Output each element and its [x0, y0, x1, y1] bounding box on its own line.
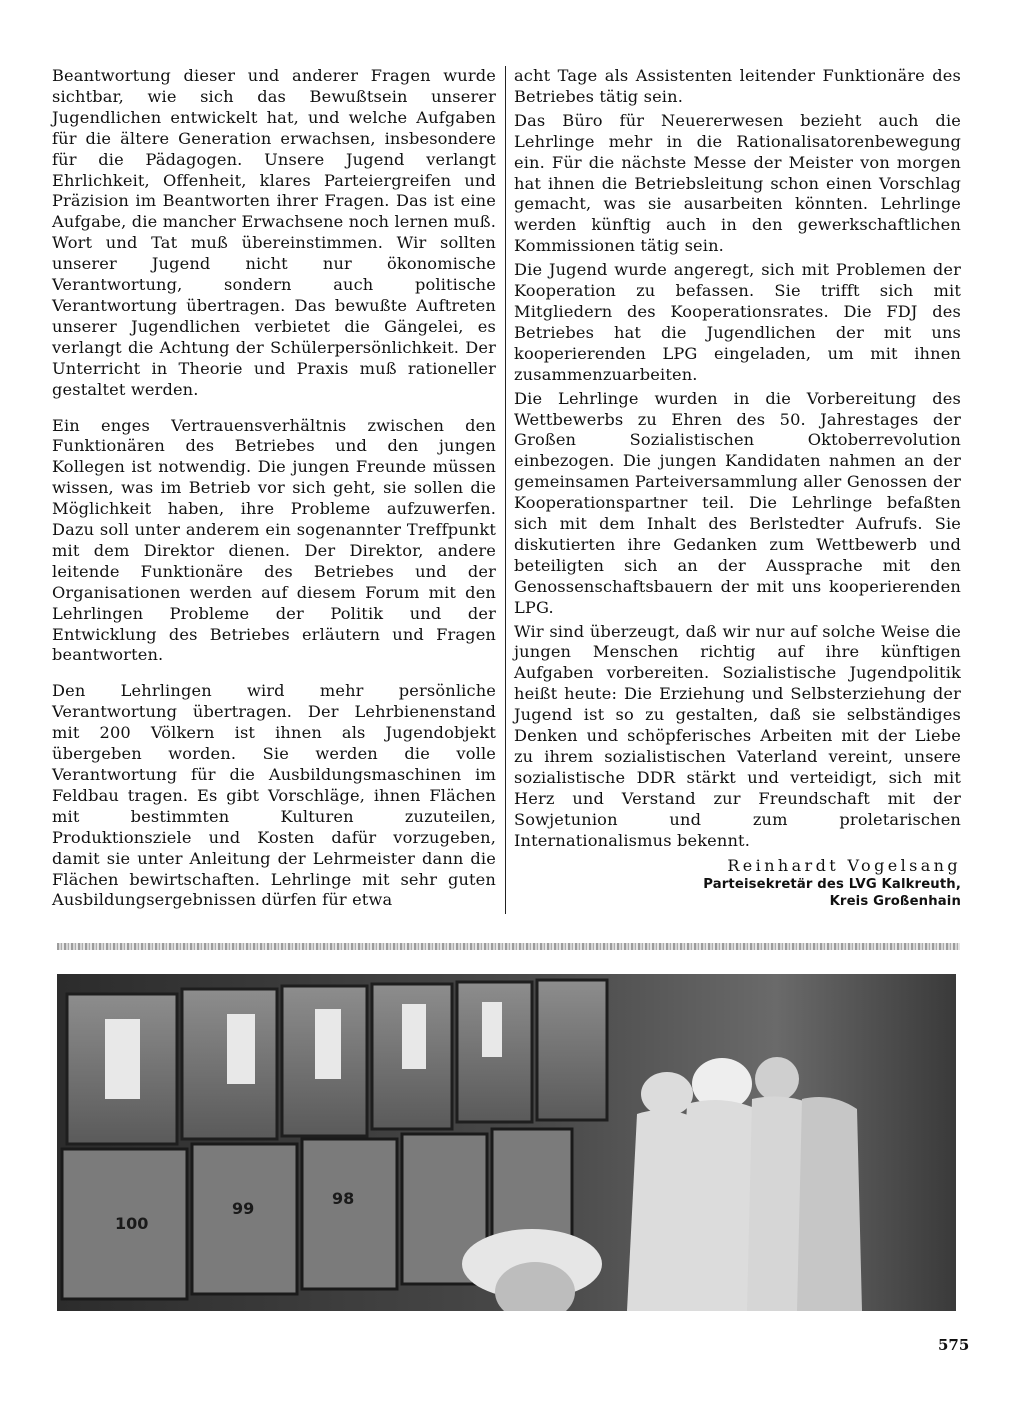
paragraph: Die Lehrlinge wurden in die Vorbereitung des Wettbewerbs zu Ehren des 50. Jahrestages der Großen Sozialistischen Oktoberrevolution einbezogen. Die jungen Kandidaten nahmen an der gemeinsamen Parteiversammlung aller Genossen der Kooperationspartner teil. Die Lehrlinge befaßten sich mit dem Inhalt des Berlstedter Aufrufs. Sie diskutierten ihre Gedanken zum Wettbewerb und beteiligten sich an der Aussprache mit den Genossenschaftsbauern der mit uns kooperierenden LPG. [514, 388, 961, 617]
paragraph: Beantwortung dieser und anderer Fragen wurde sichtbar, wie sich das Bewußtsein unserer Jugendlichen entwickelt hat, und welche Aufgaben für die ältere Generation erwachsen, insbesondere für die Pädagogen. Unsere Jugend verlangt Ehrlichkeit, Offenheit, klares Parteiergreifen und Präzision im Beantworten ihrer Fragen. Das ist eine Aufgabe, die mancher Erwachsene noch lernen muß. Wort und Tat muß übereinstimmen. Wir sollten unserer Jugend nicht nur ökonomische Verantwortung, sondern auch politische Verantwortung übertragen. Das bewußte Auftreten unserer Jugendlichen verbietet die Gängelei, es verlangt die Achtung der Schülerpersönlichkeit. Der Unterricht in Theorie und Praxis muß rationeller gestaltet werden. [52, 66, 496, 399]
decorative-rule [57, 943, 960, 950]
paragraph: Wir sind überzeugt, daß wir nur auf solche Weise die jungen Menschen richtig auf ihre künftigen Aufgaben vorbereiten. Sozialistische Jugendpolitik heißt heute: Die Erziehung und Selbsterziehung der Jugend ist so zu gestalten, daß sie selbständiges Denken und schöpferisches Arbeiten mit der Liebe zu ihrem sozialistischen Vaterland vereint, unsere sozialistische DDR stärkt und verteidigt, sich mit Herz und Verstand zur Freundschaft mit der Sowjetunion und zum proletarischen Internationalismus bekennt. [514, 621, 961, 850]
left-column [52, 66, 496, 911]
hive-number: 100 [115, 1214, 149, 1233]
author-role: Parteisekretär des LVG Kalkreuth, [703, 877, 961, 893]
paragraph: Die Jugend wurde angeregt, sich mit Problemen der Kooperation zu befassen. Sie trifft sich mit Mitgliedern des Kooperationsrates. Die FDJ des Betriebes hat die Jugendlichen der mit uns kooperierenden LPG eingeladen, um mit ihnen zusammenzuarbeiten. [514, 260, 961, 384]
author-name: Reinhardt Vogelsang [727, 855, 961, 875]
paragraph: Den Lehrlingen wird mehr persönliche Verantwortung übertragen. Der Lehrbienenstand mit 200 Völkern ist ihnen als Jugendobjekt übergeben worden. Sie werden die volle Verantwortung für die Ausbildungsmaschinen im Feldbau tragen. Es gibt Vorschläge, ihnen Flächen mit bestimmten Kulturen zuzuteilen, Produktionsziele und Kosten dafür vorzugeben, damit sie unter Anleitung der Lehrmeister dann die Flächen bewirtschaften. Lehrlinge mit sehr guten Ausbildungsergebnissen dürfen für etwa [52, 681, 496, 910]
hive-number: 99 [232, 1199, 255, 1218]
paragraph: Ein enges Vertrauensverhältnis zwischen den Funktionären des Betriebes und den jungen Kollegen ist notwendig. Die jungen Freunde müssen wissen, was im Betrieb vor sich geht, sie sollen die Möglichkeit haben, ihre Probleme aufzuwerfen. Dazu soll unter anderem ein sogenannter Treffpunkt mit dem Direktor dienen. Der Direktor, andere leitende Funktionäre des Betriebes und der Organisationen werden auf diesem Forum mit den Lehrlingen Probleme der Politik und der Entwicklung des Betriebes erläutern und Fragen beantworten. [52, 415, 496, 665]
right-column [514, 66, 961, 910]
signature-block [514, 856, 961, 911]
page-number: 575 [938, 1336, 970, 1354]
hive-number: 98 [332, 1189, 355, 1208]
author-location: Kreis Großenhain [829, 894, 961, 910]
paragraph: acht Tage als Assistenten leitender Funktionäre des Betriebes tätig sein. [514, 66, 961, 106]
photo-beehives [57, 974, 956, 1311]
column-divider [505, 66, 506, 914]
paragraph: Das Büro für Neuererwesen bezieht auch die Lehrlinge mehr in die Rationalisatorenbewegung ein. Für die nächste Messe der Meister von morgen hat ihnen die Betriebsleitung schon einen Vorschlag gemacht, was sie ausarbeiten könnten. Lehrlinge werden künftig auch in den gewerkschaftlichen Kommissionen tätig sein. [514, 110, 961, 256]
